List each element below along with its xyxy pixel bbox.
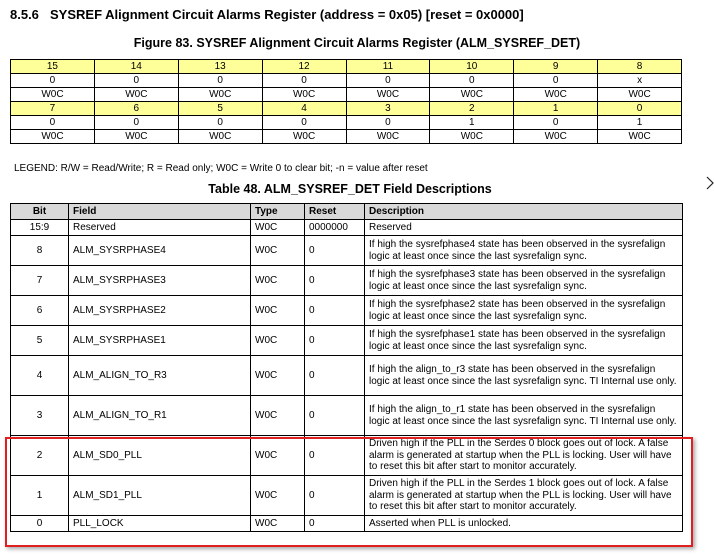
access-type-cell: W0C <box>514 130 598 144</box>
access-type-cell: W0C <box>346 88 430 102</box>
table-row <box>11 266 683 296</box>
reset-value-cell: 0 <box>94 74 178 88</box>
reset-cell: 0000000 <box>305 220 365 236</box>
field-cell: ALM_ALIGN_TO_R3 <box>69 356 251 396</box>
access-type-cell: W0C <box>262 130 346 144</box>
reset-cell: 0 <box>305 396 365 436</box>
table-row <box>11 220 683 236</box>
mouse-cursor-icon <box>706 176 714 192</box>
reset-cell: 0 <box>305 236 365 266</box>
header-description: Description <box>365 204 683 220</box>
type-cell: W0C <box>251 476 305 516</box>
header-field: Field <box>69 204 251 220</box>
reset-value-cell: 0 <box>346 74 430 88</box>
reset-cell: 0 <box>305 356 365 396</box>
register-upper-bits-row <box>11 60 682 74</box>
field-cell: ALM_ALIGN_TO_R1 <box>69 396 251 436</box>
description-cell: If high the sysrefphase2 state has been observed in the sysrefalign logic at least once since the last sysrefalign sync. <box>365 296 683 326</box>
access-type-cell: W0C <box>94 88 178 102</box>
bit-cell: 15:9 <box>11 220 69 236</box>
field-cell: ALM_SD1_PLL <box>69 476 251 516</box>
reset-value-cell: 0 <box>262 116 346 130</box>
legend: LEGEND: R/W = Read/Write; R = Read only; W0C = Write 0 to clear bit; -n = value after reset <box>14 163 428 174</box>
type-cell: W0C <box>251 296 305 326</box>
access-type-cell: W0C <box>178 88 262 102</box>
description-cell: If high the align_to_r1 state has been observed in the sysrefalign logic at least once since the last sysrefalign sync. TI Internal use only. <box>365 396 683 436</box>
bit-number-cell: 7 <box>11 102 95 116</box>
type-cell: W0C <box>251 266 305 296</box>
access-type-cell: W0C <box>346 130 430 144</box>
access-type-cell: W0C <box>94 130 178 144</box>
access-type-cell: W0C <box>430 88 514 102</box>
reset-value-cell: 0 <box>262 74 346 88</box>
header-reset: Reset <box>305 204 365 220</box>
reset-cell: 0 <box>305 326 365 356</box>
register-lower-resets-row <box>11 116 682 130</box>
bit-number-cell: 14 <box>94 60 178 74</box>
bit-number-cell: 11 <box>346 60 430 74</box>
bit-number-cell: 4 <box>262 102 346 116</box>
highlight-box <box>5 437 693 547</box>
description-cell: Reserved <box>365 220 683 236</box>
reset-value-cell: 0 <box>11 74 95 88</box>
field-cell: ALM_SYSRPHASE1 <box>69 326 251 356</box>
access-type-cell: W0C <box>598 88 682 102</box>
description-cell: If high the sysrefphase3 state has been observed in the sysrefalign logic at least once since the last sysrefalign sync. <box>365 266 683 296</box>
reset-value-cell: 0 <box>346 116 430 130</box>
bit-number-cell: 15 <box>11 60 95 74</box>
description-cell: If high the sysrefphase4 state has been observed in the sysrefalign logic at least once since the last sysrefalign sync. <box>365 236 683 266</box>
bit-number-cell: 3 <box>346 102 430 116</box>
register-lower-bits-row <box>11 102 682 116</box>
reset-value-cell: 0 <box>178 116 262 130</box>
type-cell: W0C <box>251 396 305 436</box>
bit-cell: 3 <box>11 396 69 436</box>
type-cell: W0C <box>251 326 305 356</box>
reset-value-cell: 0 <box>514 74 598 88</box>
field-cell: ALM_SYSRPHASE3 <box>69 266 251 296</box>
reset-value-cell: x <box>598 74 682 88</box>
description-cell: If high the align_to_r3 state has been observed in the sysrefalign logic at least once since the last sysrefalign sync. TI Internal use only. <box>365 356 683 396</box>
access-type-cell: W0C <box>514 88 598 102</box>
bit-number-cell: 5 <box>178 102 262 116</box>
reset-value-cell: 0 <box>94 116 178 130</box>
reset-value-cell: 1 <box>598 116 682 130</box>
description-cell: Driven high if the PLL in the Serdes 0 block goes out of lock. A false alarm is generated at startup when the PLL is locking. User will have to reset this bit after start to monitor accurately. <box>365 436 683 476</box>
type-cell: W0C <box>251 356 305 396</box>
access-type-cell: W0C <box>178 130 262 144</box>
reset-cell: 0 <box>305 476 365 516</box>
reset-value-cell: 1 <box>430 116 514 130</box>
access-type-cell: W0C <box>11 130 95 144</box>
type-cell: W0C <box>251 220 305 236</box>
bit-cell: 7 <box>11 266 69 296</box>
table-row <box>11 356 683 396</box>
bit-cell: 2 <box>11 436 69 476</box>
type-cell: W0C <box>251 516 305 532</box>
reset-value-cell: 0 <box>178 74 262 88</box>
reset-cell: 0 <box>305 266 365 296</box>
bit-cell: 5 <box>11 326 69 356</box>
section-number: 8.5.6 <box>10 7 39 22</box>
table-row <box>11 296 683 326</box>
field-cell: ALM_SYSRPHASE2 <box>69 296 251 326</box>
header-type: Type <box>251 204 305 220</box>
section-title: SYSREF Alignment Circuit Alarms Register (address = 0x05) [reset = 0x0000] <box>50 7 524 22</box>
register-upper-resets-row <box>11 74 682 88</box>
type-cell: W0C <box>251 436 305 476</box>
section-heading <box>10 7 524 22</box>
header-bit: Bit <box>11 204 69 220</box>
table-row <box>11 396 683 436</box>
register-map <box>10 59 682 144</box>
bit-number-cell: 10 <box>430 60 514 74</box>
description-cell: Asserted when PLL is unlocked. <box>365 516 683 532</box>
bit-number-cell: 1 <box>514 102 598 116</box>
access-type-cell: W0C <box>262 88 346 102</box>
reset-cell: 0 <box>305 296 365 326</box>
bit-cell: 0 <box>11 516 69 532</box>
field-cell: PLL_LOCK <box>69 516 251 532</box>
reset-value-cell: 0 <box>11 116 95 130</box>
table-row <box>11 326 683 356</box>
bit-number-cell: 12 <box>262 60 346 74</box>
access-type-cell: W0C <box>430 130 514 144</box>
bit-number-cell: 6 <box>94 102 178 116</box>
access-type-cell: W0C <box>11 88 95 102</box>
reset-cell: 0 <box>305 516 365 532</box>
bit-number-cell: 9 <box>514 60 598 74</box>
reset-value-cell: 0 <box>514 116 598 130</box>
bit-cell: 6 <box>11 296 69 326</box>
field-cell: Reserved <box>69 220 251 236</box>
field-cell: ALM_SYSRPHASE4 <box>69 236 251 266</box>
figure-caption: Figure 83. SYSREF Alignment Circuit Alarms Register (ALM_SYSREF_DET) <box>133 36 581 50</box>
bit-cell: 8 <box>11 236 69 266</box>
type-cell: W0C <box>251 236 305 266</box>
table-caption: Table 48. ALM_SYSREF_DET Field Descriptions <box>208 182 492 196</box>
reset-value-cell: 0 <box>430 74 514 88</box>
table-header-row <box>11 204 683 220</box>
field-cell: ALM_SD0_PLL <box>69 436 251 476</box>
bit-cell: 4 <box>11 356 69 396</box>
bit-cell: 1 <box>11 476 69 516</box>
bit-number-cell: 13 <box>178 60 262 74</box>
register-upper-access-row <box>11 88 682 102</box>
register-lower-access-row <box>11 130 682 144</box>
description-cell: If high the sysrefphase1 state has been observed in the sysrefalign logic at least once since the last sysrefalign sync. <box>365 326 683 356</box>
reset-cell: 0 <box>305 436 365 476</box>
bit-number-cell: 8 <box>598 60 682 74</box>
access-type-cell: W0C <box>598 130 682 144</box>
bit-number-cell: 0 <box>598 102 682 116</box>
description-cell: Driven high if the PLL in the Serdes 1 block goes out of lock. A false alarm is generated at startup when the PLL is locking. User will have to reset this bit after start to monitor accurately. <box>365 476 683 516</box>
table-row <box>11 236 683 266</box>
bit-number-cell: 2 <box>430 102 514 116</box>
